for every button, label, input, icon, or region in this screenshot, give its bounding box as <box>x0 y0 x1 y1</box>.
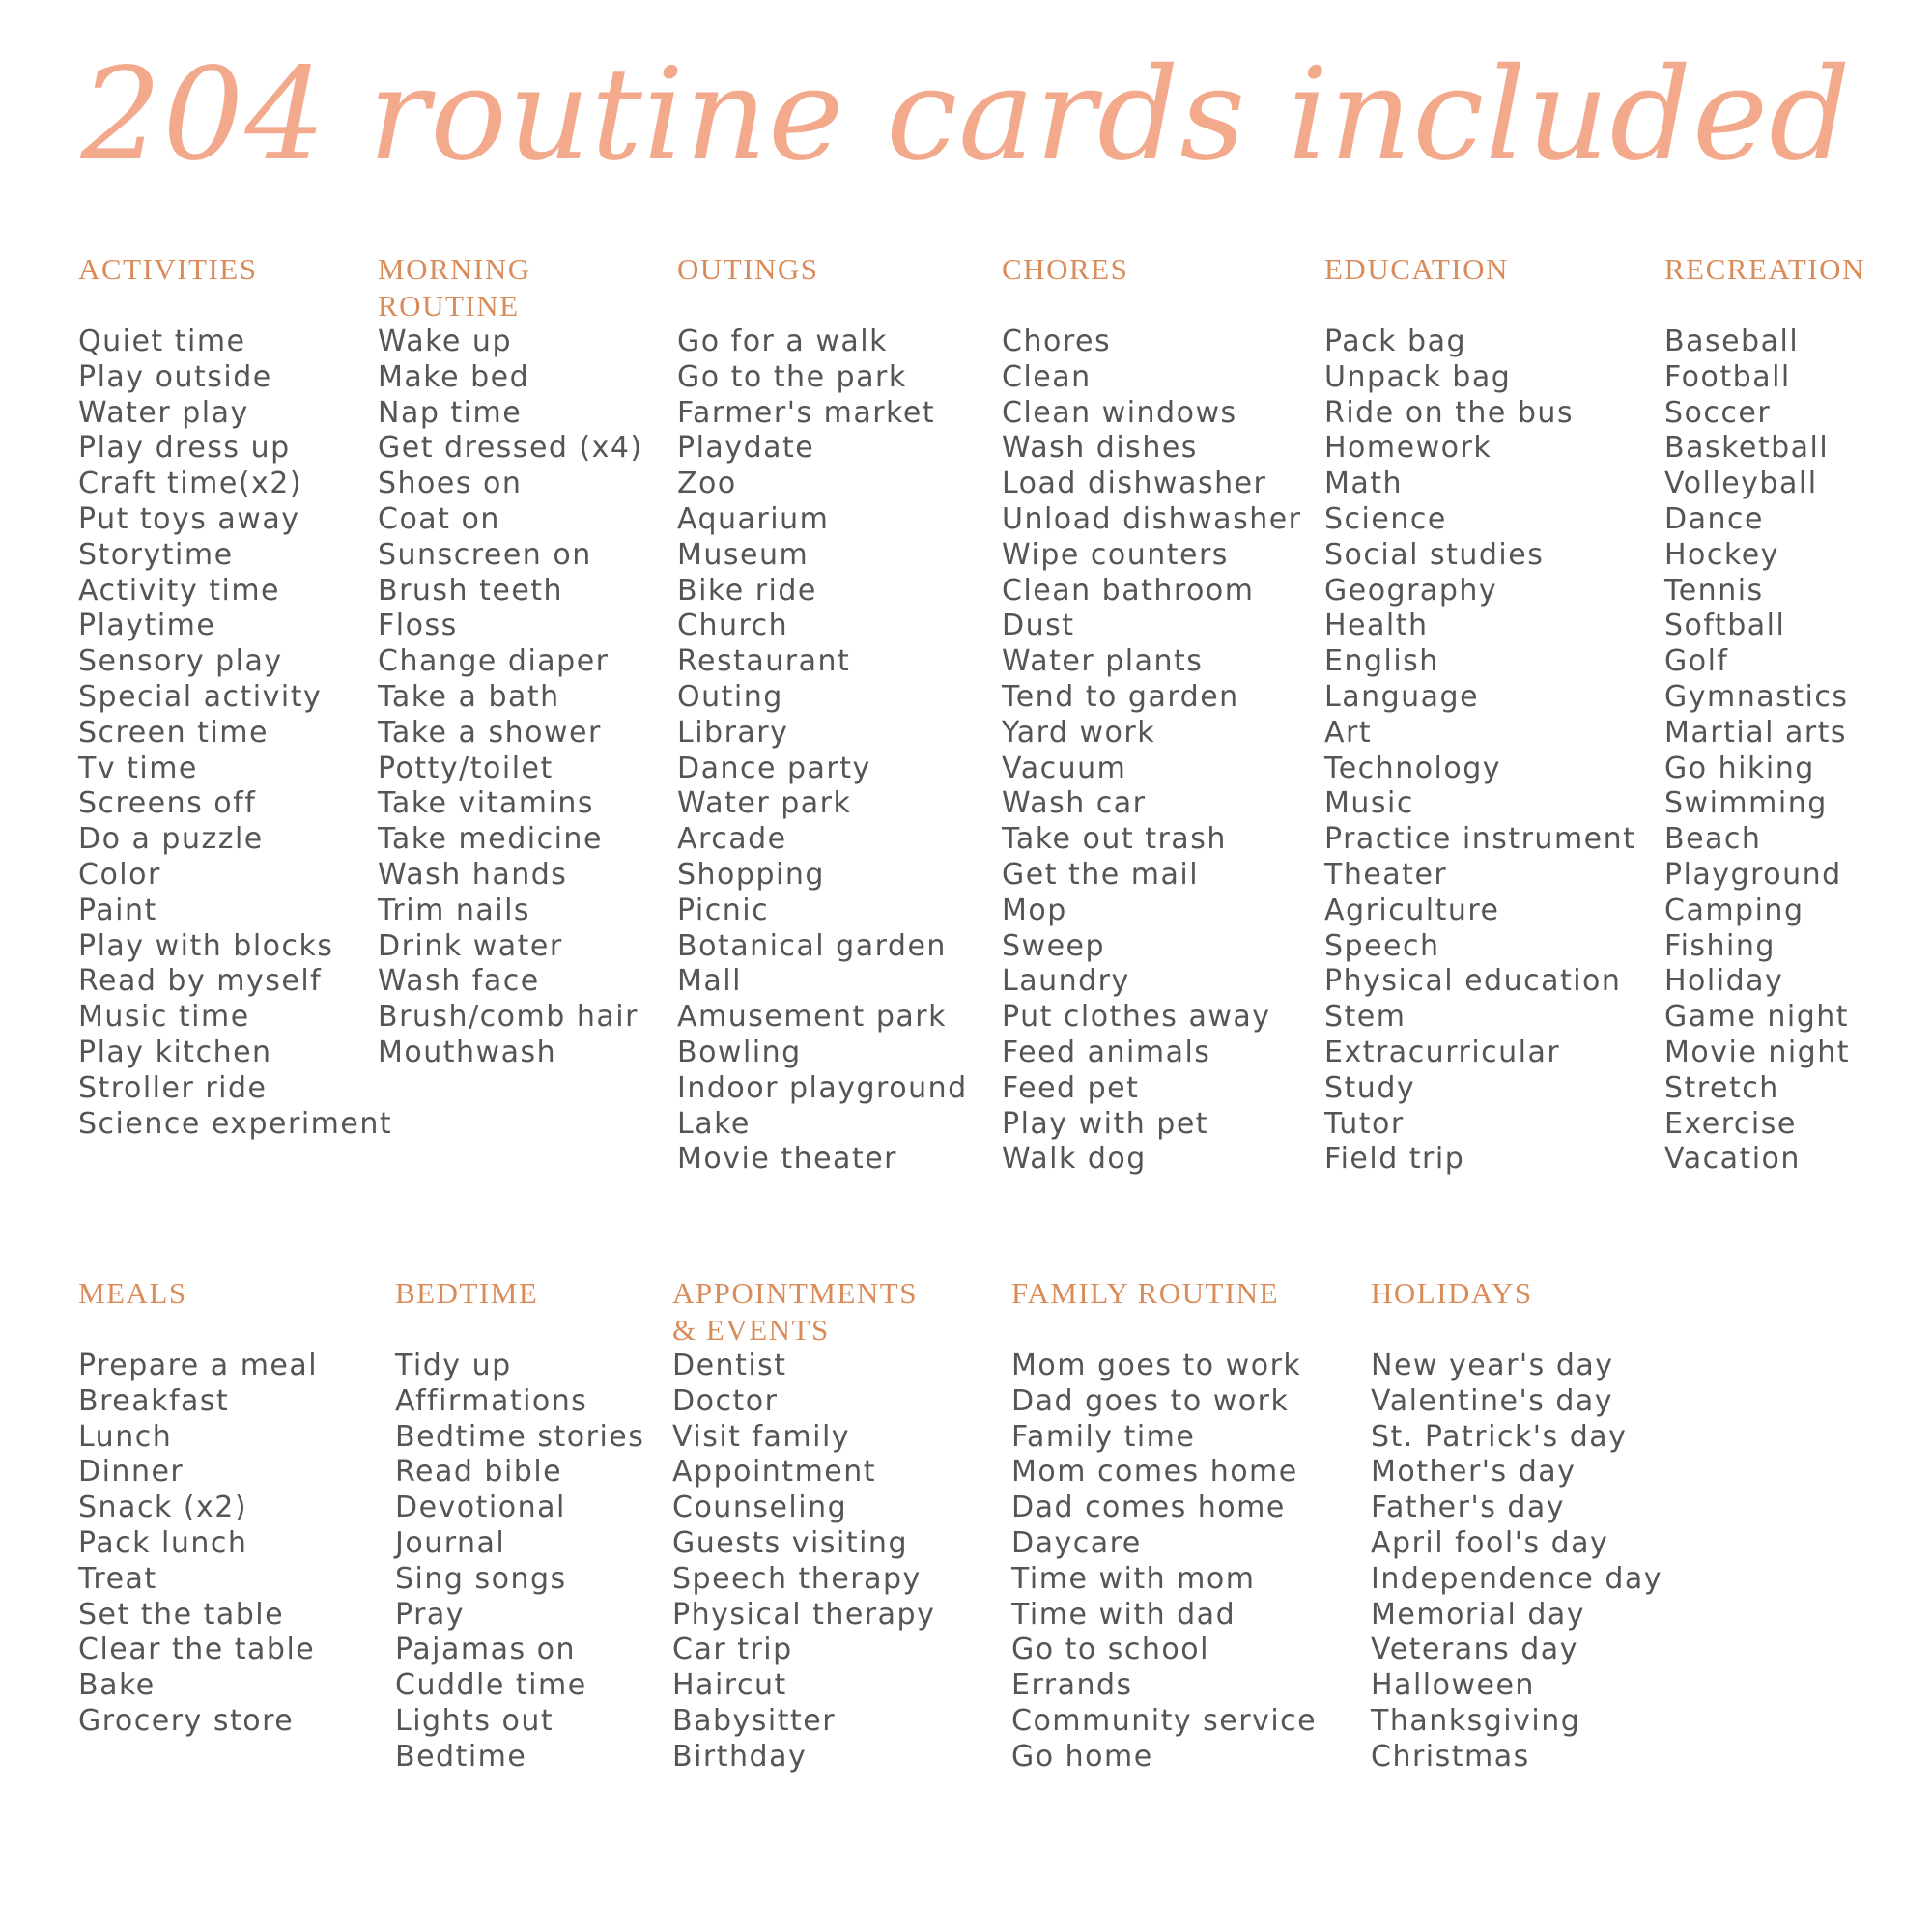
list-item: Get dressed (x4) <box>378 431 643 466</box>
list-item: Basketball <box>1664 431 1830 466</box>
list-item: Mop <box>1002 893 1067 927</box>
list-item: St. Patrick's day <box>1371 1419 1628 1454</box>
list-item: Chores <box>1002 325 1112 358</box>
list-item: Gymnastics <box>1664 679 1849 714</box>
list-item: Swimming <box>1664 786 1828 821</box>
list-item: Play with pet <box>1002 1106 1209 1141</box>
list-item: Dance party <box>677 751 871 785</box>
list-item: Feed pet <box>1002 1070 1140 1105</box>
list-item: Unpack bag <box>1324 359 1512 394</box>
section-title-holidays: HOLIDAYS <box>1371 1276 1533 1310</box>
list-item: Vacation <box>1664 1142 1801 1177</box>
list-item: Holiday <box>1664 964 1784 999</box>
list-item: Play outside <box>78 359 272 394</box>
list-item: Movie night <box>1664 1035 1850 1069</box>
list-item: Museum <box>677 537 810 572</box>
section-title-education: EDUCATION <box>1324 252 1509 286</box>
list-item: Study <box>1324 1070 1416 1105</box>
list-item: Dinner <box>78 1455 185 1490</box>
list-item: April fool's day <box>1371 1525 1609 1560</box>
list-item: Affirmations <box>395 1383 588 1418</box>
list-item: Babysitter <box>672 1703 837 1738</box>
appointments-events-list <box>672 1349 935 1776</box>
list-item: Trim nails <box>378 893 531 927</box>
outings-list <box>677 325 968 1178</box>
list-item: Music <box>1324 786 1414 821</box>
list-item: Stroller ride <box>78 1070 268 1105</box>
list-item: Theater <box>1324 857 1448 892</box>
list-item: Do a puzzle <box>78 822 264 857</box>
section-title-outings: OUTINGS <box>677 252 819 286</box>
list-item: Visit family <box>672 1419 851 1454</box>
list-item: Speech therapy <box>672 1561 922 1596</box>
list-item: Daycare <box>1011 1525 1142 1560</box>
list-item: Geography <box>1324 573 1498 608</box>
section-title-line2: & EVENTS <box>672 1313 830 1347</box>
list-item: Doctor <box>672 1383 779 1418</box>
list-item: Snack (x2) <box>78 1491 248 1525</box>
list-item: Laundry <box>1002 964 1130 999</box>
list-item: Sweep <box>1002 928 1106 963</box>
list-item: Practice instrument <box>1324 822 1636 857</box>
list-item: Tutor <box>1324 1106 1405 1141</box>
list-item: Baseball <box>1664 325 1800 358</box>
list-item: Halloween <box>1371 1668 1535 1703</box>
family-routine-list <box>1011 1349 1317 1776</box>
list-item: Wake up <box>378 325 512 358</box>
list-item: Picnic <box>677 893 770 927</box>
list-item: Storytime <box>78 537 234 572</box>
list-item: Football <box>1664 359 1791 394</box>
list-item: Car trip <box>672 1633 793 1667</box>
list-item: Lights out <box>395 1703 554 1738</box>
list-item: Indoor playground <box>677 1070 968 1105</box>
list-item: Activity time <box>78 573 281 608</box>
list-item: Mouthwash <box>378 1035 557 1069</box>
list-item: Wash hands <box>378 857 568 892</box>
holidays-list <box>1371 1349 1662 1776</box>
list-item: Agriculture <box>1324 893 1500 927</box>
list-item: Treat <box>78 1561 157 1596</box>
section-title-activities: ACTIVITIES <box>78 252 258 286</box>
section-title-recreation: RECREATION <box>1664 252 1865 286</box>
list-item: Zoo <box>677 467 737 501</box>
list-item: Play dress up <box>78 431 291 466</box>
list-item: New year's day <box>1371 1349 1614 1382</box>
education-list <box>1324 325 1635 1178</box>
list-item: Sensory play <box>78 644 283 679</box>
list-item: Read by myself <box>78 964 323 999</box>
list-item: Devotional <box>395 1491 566 1525</box>
list-item: Cuddle time <box>395 1668 587 1703</box>
list-item: Outing <box>677 679 783 714</box>
list-item: Amusement park <box>677 1000 947 1035</box>
list-item: Haircut <box>672 1668 787 1703</box>
list-item: Softball <box>1664 609 1786 643</box>
list-item: Dust <box>1002 609 1075 643</box>
list-item: Library <box>677 715 789 750</box>
list-item: Tennis <box>1664 573 1764 608</box>
list-item: Physical therapy <box>672 1597 936 1632</box>
list-item: Science <box>1324 501 1447 536</box>
list-item: Grocery store <box>78 1703 295 1738</box>
list-item: Math <box>1324 467 1404 501</box>
list-item: Bedtime stories <box>395 1419 645 1454</box>
list-item: Time with dad <box>1011 1597 1236 1632</box>
list-item: Play with blocks <box>78 928 334 963</box>
list-item: Dad goes to work <box>1011 1383 1290 1418</box>
section-title-morning-routine <box>378 251 643 325</box>
list-item: Mom comes home <box>1011 1455 1298 1490</box>
list-item: Playdate <box>677 431 815 466</box>
list-item: Take a bath <box>378 679 560 714</box>
list-item: Mom goes to work <box>1011 1349 1302 1382</box>
list-item: Sunscreen on <box>378 537 592 572</box>
list-item: Mother's day <box>1371 1455 1577 1490</box>
list-item: Clean <box>1002 359 1092 394</box>
section-title-line1: APPOINTMENTS <box>672 1276 918 1310</box>
section-education <box>1324 251 1635 1178</box>
list-item: Lake <box>677 1106 751 1141</box>
list-item: Put toys away <box>78 501 300 536</box>
list-item: Special activity <box>78 679 323 714</box>
list-item: Counseling <box>672 1491 848 1525</box>
list-item: Soccer <box>1664 395 1772 430</box>
list-item: Social studies <box>1324 537 1545 572</box>
list-item: Technology <box>1324 751 1502 785</box>
list-item: Go home <box>1011 1739 1153 1774</box>
list-item: Family time <box>1011 1419 1196 1454</box>
list-item: Tidy up <box>395 1349 512 1382</box>
list-item: Walk dog <box>1002 1142 1147 1177</box>
list-item: Speech <box>1324 928 1440 963</box>
list-item: Floss <box>378 609 458 643</box>
list-item: Thanksgiving <box>1371 1703 1581 1738</box>
list-item: Independence day <box>1371 1561 1663 1596</box>
list-item: Quiet time <box>78 325 246 358</box>
list-item: Exercise <box>1664 1106 1797 1141</box>
list-item: Screens off <box>78 786 257 821</box>
list-item: Read bible <box>395 1455 563 1490</box>
section-family-routine <box>1011 1275 1317 1776</box>
list-item: Playground <box>1664 857 1842 892</box>
list-item: Pajamas on <box>395 1633 576 1667</box>
list-item: Birthday <box>672 1739 808 1774</box>
section-chores <box>1002 251 1302 1178</box>
list-item: Brush/comb hair <box>378 1000 639 1035</box>
list-item: Martial arts <box>1664 715 1848 750</box>
list-item: Feed animals <box>1002 1035 1211 1069</box>
list-item: Craft time(x2) <box>78 467 303 501</box>
list-item: Brush teeth <box>378 573 564 608</box>
list-item: Load dishwasher <box>1002 467 1267 501</box>
list-item: Errands <box>1011 1668 1133 1703</box>
section-bedtime <box>395 1275 644 1776</box>
list-item: Farmer's market <box>677 395 936 430</box>
section-title-line2: ROUTINE <box>378 289 520 323</box>
list-item: Make bed <box>378 359 530 394</box>
list-item: Health <box>1324 609 1429 643</box>
list-item: Veterans day <box>1371 1633 1578 1667</box>
list-item: Play kitchen <box>78 1035 272 1069</box>
list-item: Vacuum <box>1002 751 1127 785</box>
list-item: Shopping <box>677 857 825 892</box>
list-item: Go for a walk <box>677 325 888 358</box>
list-item: Hockey <box>1664 537 1779 572</box>
list-item: Extracurricular <box>1324 1035 1561 1069</box>
morning-routine-list <box>378 325 643 1071</box>
list-item: Paint <box>78 893 157 927</box>
list-item: Go hiking <box>1664 751 1815 785</box>
list-item: Sing songs <box>395 1561 567 1596</box>
list-item: Wash car <box>1002 786 1147 821</box>
meals-list <box>78 1349 318 1740</box>
list-item: Mall <box>677 964 742 999</box>
list-item: Botanical garden <box>677 928 947 963</box>
list-item: Community service <box>1011 1703 1318 1738</box>
section-holidays <box>1371 1275 1662 1776</box>
list-item: Unload dishwasher <box>1002 501 1302 536</box>
list-item: Dentist <box>672 1349 787 1382</box>
list-item: Camping <box>1664 893 1804 927</box>
list-item: Tend to garden <box>1002 679 1239 714</box>
list-item: Dance <box>1664 501 1764 536</box>
section-title-bedtime: BEDTIME <box>395 1276 539 1310</box>
list-item: Stem <box>1324 1000 1406 1035</box>
list-item: Clean windows <box>1002 395 1237 430</box>
section-outings <box>677 251 968 1178</box>
list-item: Water plants <box>1002 644 1204 679</box>
list-item: Art <box>1324 715 1373 750</box>
section-activities <box>78 251 392 1142</box>
page-title: 204 routine cards included <box>80 41 1852 189</box>
list-item: Language <box>1324 679 1480 714</box>
list-item: Appointment <box>672 1455 877 1490</box>
chores-list <box>1002 325 1302 1178</box>
list-item: Fishing <box>1664 928 1776 963</box>
list-item: Clean bathroom <box>1002 573 1255 608</box>
list-item: Wash dishes <box>1002 431 1198 466</box>
list-item: Get the mail <box>1002 857 1200 892</box>
list-item: Wash face <box>378 964 540 999</box>
section-title-meals: MEALS <box>78 1276 187 1310</box>
section-title-family-routine: FAMILY ROUTINE <box>1011 1276 1280 1310</box>
section-title-chores: CHORES <box>1002 252 1129 286</box>
list-item: Take a shower <box>378 715 602 750</box>
list-item: Wipe counters <box>1002 537 1229 572</box>
list-item: Homework <box>1324 431 1492 466</box>
section-meals <box>78 1275 318 1740</box>
list-item: Dad comes home <box>1011 1491 1286 1525</box>
list-item: Memorial day <box>1371 1597 1586 1632</box>
list-item: Movie theater <box>677 1142 897 1177</box>
list-item: Science experiment <box>78 1106 393 1141</box>
list-item: Pray <box>395 1597 466 1632</box>
recreation-list <box>1664 325 1865 1178</box>
list-item: Nap time <box>378 395 523 430</box>
list-item: Clear the table <box>78 1633 316 1667</box>
list-item: Lunch <box>78 1419 173 1454</box>
section-title-appointments-events <box>672 1275 935 1349</box>
list-item: Valentine's day <box>1371 1383 1614 1418</box>
list-item: Put clothes away <box>1002 1000 1271 1035</box>
list-item: Ride on the bus <box>1324 395 1575 430</box>
section-morning-routine <box>378 251 643 1071</box>
list-item: Take medicine <box>378 822 603 857</box>
list-item: Beach <box>1664 822 1762 857</box>
list-item: English <box>1324 644 1439 679</box>
list-item: Restaurant <box>677 644 851 679</box>
activities-list <box>78 325 392 1142</box>
list-item: Tv time <box>78 751 198 785</box>
list-item: Prepare a meal <box>78 1349 319 1382</box>
list-item: Go to school <box>1011 1633 1209 1667</box>
section-title-line1: MORNING <box>378 252 531 286</box>
list-item: Physical education <box>1324 964 1622 999</box>
list-item: Color <box>78 857 161 892</box>
list-item: Stretch <box>1664 1070 1779 1105</box>
list-item: Set the table <box>78 1597 285 1632</box>
list-item: Take out trash <box>1002 822 1227 857</box>
list-item: Bike ride <box>677 573 817 608</box>
list-item: Aquarium <box>677 501 830 536</box>
list-item: Water play <box>78 395 249 430</box>
list-item: Potty/toilet <box>378 751 554 785</box>
section-recreation <box>1664 251 1865 1178</box>
list-item: Go to the park <box>677 359 907 394</box>
list-item: Field trip <box>1324 1142 1465 1177</box>
list-item: Game night <box>1664 1000 1850 1035</box>
list-item: Bedtime <box>395 1739 527 1774</box>
list-item: Coat on <box>378 501 500 536</box>
list-item: Change diaper <box>378 644 610 679</box>
bedtime-list <box>395 1349 644 1776</box>
list-item: Drink water <box>378 928 563 963</box>
list-item: Time with mom <box>1011 1561 1256 1596</box>
list-item: Pack lunch <box>78 1525 248 1560</box>
list-item: Shoes on <box>378 467 523 501</box>
list-item: Breakfast <box>78 1383 230 1418</box>
list-item: Christmas <box>1371 1739 1530 1774</box>
list-item: Pack bag <box>1324 325 1466 358</box>
list-item: Guests visiting <box>672 1525 908 1560</box>
list-item: Music time <box>78 1000 250 1035</box>
list-item: Journal <box>395 1525 506 1560</box>
list-item: Bake <box>78 1668 156 1703</box>
list-item: Bowling <box>677 1035 802 1069</box>
list-item: Playtime <box>78 609 216 643</box>
list-item: Father's day <box>1371 1491 1566 1525</box>
list-item: Volleyball <box>1664 467 1818 501</box>
list-item: Take vitamins <box>378 786 594 821</box>
list-item: Church <box>677 609 789 643</box>
list-item: Yard work <box>1002 715 1156 750</box>
list-item: Water park <box>677 786 852 821</box>
list-item: Arcade <box>677 822 787 857</box>
list-item: Golf <box>1664 644 1729 679</box>
list-item: Screen time <box>78 715 269 750</box>
section-appointments-events <box>672 1275 935 1776</box>
